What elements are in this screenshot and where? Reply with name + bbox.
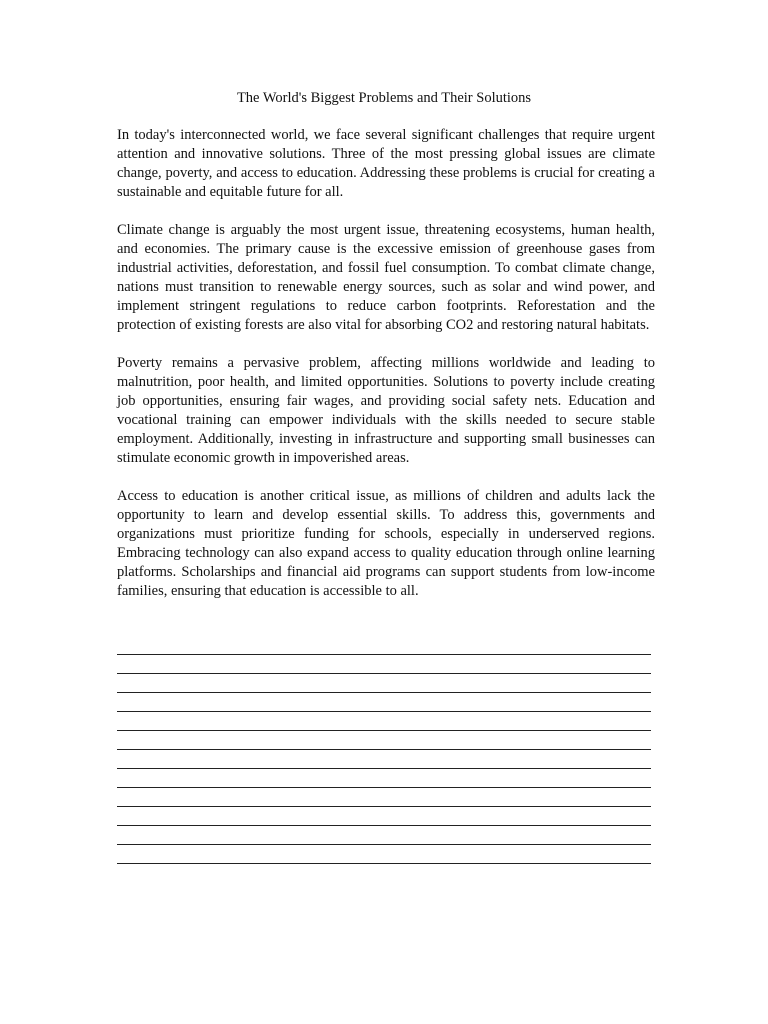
- writing-line: [117, 654, 651, 673]
- writing-line: [117, 806, 651, 825]
- writing-line: [117, 749, 651, 768]
- writing-line: [117, 844, 651, 863]
- writing-line: [117, 673, 651, 692]
- paragraph-poverty: Poverty remains a pervasive problem, affecting millions worldwide and leading to malnutrition, poor health, and limited opportunities. Solutions to poverty include creating job opportunities, ensuring fair wages, and providing social safety nets. Education and vocational training can empower individuals with the skills needed to secure stable employment. Additionally, investing in infrastructure and supporting small businesses can stimulate economic growth in impoverished areas.: [117, 355, 655, 466]
- writing-line: [117, 787, 651, 806]
- writing-line: [117, 863, 651, 882]
- writing-line: [117, 768, 651, 787]
- paragraph-education: Access to education is another critical issue, as millions of children and adults lack the opportunity to learn and develop essential skills. To address this, governments and organizations must prioritize funding for schools, especially in underserved regions. Embracing technology can also expand access to quality education through online learning platforms. Scholarships and financial aid programs can support students from low-income families, ensuring that education is accessible to all.: [117, 488, 655, 599]
- writing-line: [117, 730, 651, 749]
- document-body: [117, 126, 655, 620]
- writing-line: [117, 692, 651, 711]
- paragraph-intro: In today's interconnected world, we face several significant challenges that require urgent attention and innovative solutions. Three of the most pressing global issues are climate change, poverty, and access to education. Addressing these problems is crucial for creating a sustainable and equitable future for all.: [117, 127, 655, 200]
- writing-line: [117, 711, 651, 730]
- writing-line: [117, 825, 651, 844]
- paragraph-climate-change: Climate change is arguably the most urgent issue, threatening ecosystems, human health, and economies. The primary cause is the excessive emission of greenhouse gases from industrial activities, deforestation, and fossil fuel consumption. To combat climate change, nations must transition to renewable energy sources, such as solar and wind power, and implement stringent regulations to reduce carbon footprints. Reforestation and the protection of existing forests are also vital for absorbing CO2 and restoring natural habitats.: [117, 222, 655, 333]
- document-title: The World's Biggest Problems and Their Solutions: [236, 90, 532, 106]
- writing-lines: [117, 654, 651, 882]
